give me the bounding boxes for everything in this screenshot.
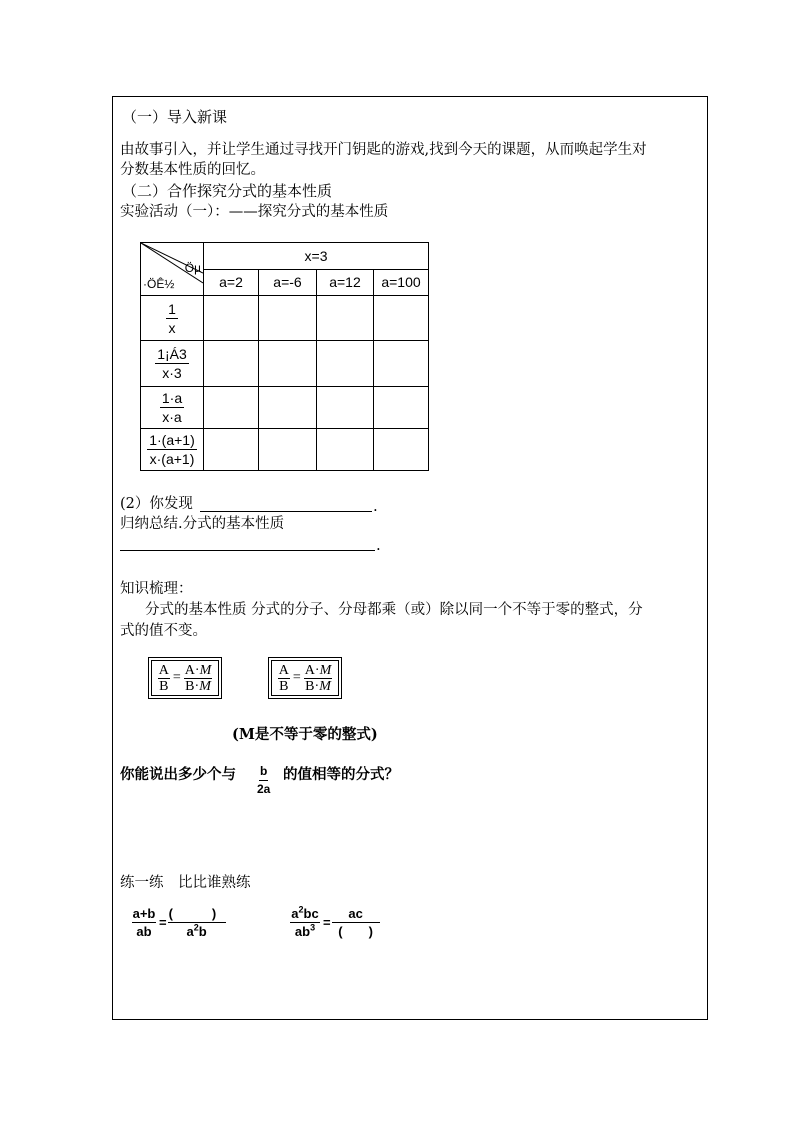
- formula-rhs-den-b: B: [185, 678, 195, 694]
- ex2-num-exponent: 2: [298, 904, 304, 915]
- table-row: [141, 341, 429, 387]
- column-header: a=100: [374, 269, 429, 296]
- question-fraction: [256, 760, 271, 798]
- formula-lhs-numerator: A: [278, 662, 289, 678]
- row-label: [141, 429, 204, 471]
- corner-bottom-label: ·ÖÊ½: [143, 277, 175, 291]
- answer-cell[interactable]: [374, 296, 429, 341]
- table-row: [141, 296, 429, 341]
- summary-end: .: [376, 536, 381, 554]
- discover-end: .: [373, 497, 378, 515]
- discover-label: (2）你发现: [120, 496, 193, 512]
- column-header: a=12: [317, 269, 374, 296]
- row-denominator: x·3: [162, 365, 182, 381]
- formula-lhs-denominator: B: [159, 678, 169, 694]
- activity-title: 实验活动（一）：——探究分式的基本性质: [120, 204, 389, 220]
- answer-cell[interactable]: [259, 296, 317, 341]
- row-label: [141, 296, 204, 341]
- formula-rhs-num-a: A: [304, 662, 315, 678]
- formula-rhs-num-m: M: [319, 662, 332, 678]
- ex1-blank-numerator[interactable]: ( ): [168, 905, 226, 923]
- ex2-blank-denominator[interactable]: ( ): [338, 924, 373, 939]
- answer-cell[interactable]: [317, 341, 374, 387]
- knowledge-line1: 分式的基本性质 分式的分子、分母都乘（或）除以同一个不等于零的整式，分: [145, 602, 643, 618]
- experiment-table: [140, 242, 429, 471]
- question-tail: 的值相等的分式？: [283, 766, 399, 783]
- row-numerator: 1·(a+1): [149, 432, 195, 448]
- answer-cell[interactable]: [259, 429, 317, 471]
- knowledge-title: 知识梳理：: [120, 581, 193, 597]
- answer-cell[interactable]: [204, 429, 259, 471]
- ex1-den-tail: b: [198, 924, 207, 939]
- ex2-equals: =: [323, 915, 331, 930]
- formula-rhs-den-m: M: [199, 678, 211, 694]
- section2-title: （二）合作探究分式的基本性质: [122, 182, 333, 200]
- answer-cell[interactable]: [317, 296, 374, 341]
- formula-lhs-numerator: A: [158, 662, 169, 678]
- ex1-den-exponent: 2: [193, 922, 199, 933]
- exercise-1: [130, 905, 226, 940]
- answer-cell[interactable]: [259, 341, 317, 387]
- answer-cell[interactable]: [204, 341, 259, 387]
- answer-cell[interactable]: [204, 387, 259, 429]
- corner-top-label: Öµ: [184, 261, 201, 275]
- knowledge-line2: 式的值不变。: [120, 623, 207, 639]
- answer-cell[interactable]: [374, 341, 429, 387]
- formula-dot: ·: [194, 678, 200, 694]
- question-frac-denominator: 2a: [257, 782, 271, 796]
- ex1-numerator: a+b: [132, 906, 156, 921]
- answer-cell[interactable]: [259, 387, 317, 429]
- ex2-den-base: ab: [294, 924, 311, 939]
- row-denominator: x·(a+1): [149, 451, 195, 467]
- table-corner-cell: [141, 243, 204, 296]
- formula-box-divide: [268, 657, 342, 699]
- ex2-num-tail: bc: [303, 906, 319, 921]
- practice-title: 练一练 比比谁熟练: [120, 875, 251, 891]
- formula-rhs-den-m: M: [319, 678, 331, 694]
- formula-dot: ·: [194, 662, 200, 678]
- discover-blank[interactable]: [200, 511, 372, 512]
- header-group-cell: x=3: [204, 243, 429, 270]
- row-denominator: x·a: [162, 409, 182, 425]
- column-header: a=-6: [259, 269, 317, 296]
- row-label: [141, 387, 204, 429]
- formula-equals: =: [172, 670, 181, 685]
- exercise-2: [288, 905, 380, 940]
- ex1-equals: =: [159, 915, 167, 930]
- answer-cell[interactable]: [374, 429, 429, 471]
- row-numerator: 1¡Á3: [157, 346, 187, 362]
- summary-blank[interactable]: [120, 550, 375, 551]
- ex2-num-base: a: [291, 906, 299, 921]
- answer-cell[interactable]: [317, 429, 374, 471]
- ex2-den-exponent: 3: [310, 922, 316, 933]
- summary-label: 归纳总结.分式的基本性质: [120, 516, 285, 532]
- row-numerator: 1: [168, 300, 176, 317]
- formula-dot: ·: [314, 678, 320, 694]
- formula-rhs-num-m: M: [199, 662, 212, 678]
- ex2-numerator: ac: [332, 905, 380, 923]
- formula-equals: =: [292, 670, 301, 685]
- formula-box-multiply: [148, 657, 222, 699]
- section1-title: （一）导入新课: [122, 108, 228, 126]
- column-header: a=2: [204, 269, 259, 296]
- ex1-den-base: a: [186, 924, 194, 939]
- row-numerator: 1·a: [161, 390, 183, 406]
- row-label: [141, 341, 204, 387]
- formula-dot: ·: [314, 662, 320, 678]
- table-row: [141, 429, 429, 471]
- intro-line1: 由故事引入，并让学生通过寻找开门钥匙的游戏,找到今天的课题，从而唤起学生对: [120, 142, 647, 158]
- answer-cell[interactable]: [317, 387, 374, 429]
- question-frac-numerator: b: [259, 763, 268, 781]
- intro-line2: 分数基本性质的回忆。: [120, 162, 265, 178]
- formula-rhs-den-b: B: [305, 678, 315, 694]
- formula-lhs-denominator: B: [279, 678, 289, 694]
- ex1-denominator: ab: [136, 924, 152, 939]
- formula-rhs-num-a: A: [184, 662, 195, 678]
- answer-cell[interactable]: [204, 296, 259, 341]
- table-row: [141, 387, 429, 429]
- row-denominator: x: [168, 319, 176, 336]
- answer-cell[interactable]: [374, 387, 429, 429]
- question-text: 你能说出多少个与: [120, 766, 236, 783]
- note-text: (M是不等于零的整式): [232, 726, 378, 743]
